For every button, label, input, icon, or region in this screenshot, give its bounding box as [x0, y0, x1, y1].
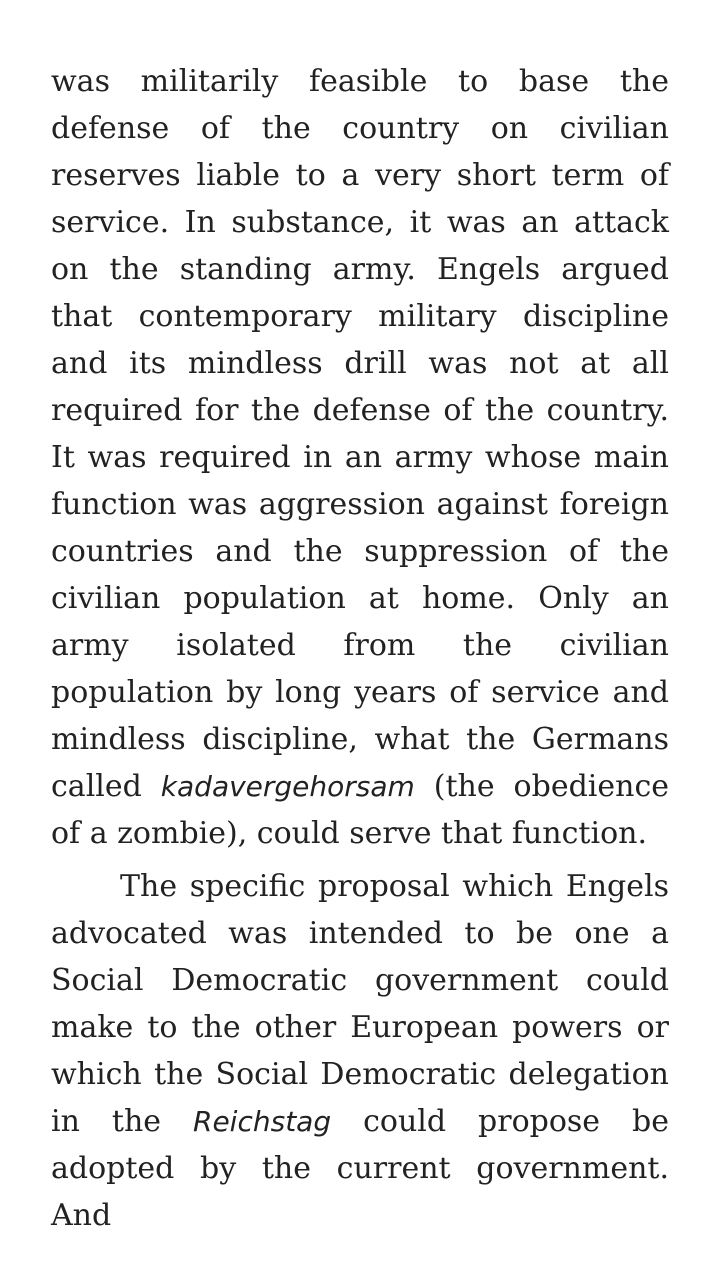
italic-term: Reichstag	[193, 1105, 332, 1138]
italic-term: kadavergehorsam	[160, 770, 415, 803]
reader-page[interactable]	[51, 58, 669, 1239]
paragraph	[51, 863, 669, 1239]
paragraph-text: (the obedience of a zombie), could serve that function.	[51, 769, 670, 851]
paragraph	[51, 58, 669, 857]
paragraph-text: was militarily feasible to base the defense of the country on civilian reserves liable to a very short term of service. In substance, it was an attack on the standing army. Engels argued that contemporary military discipline and its mindless drill was not at all required for the defense of the country. It was required in an army whose main function was aggression against foreign countries and the suppression of the civilian population at home. Only an army isolated from the civilian population by long years of service and mindless discipline, what the Germans called	[51, 64, 669, 804]
paragraph-text: The specific proposal which Engels advocated was intended to be one a Social Democratic government could make to the other European powers or which the Social Democratic delegation in the	[51, 869, 669, 1139]
paragraph-text: could propose be adopted by the current government. And	[51, 1104, 669, 1233]
